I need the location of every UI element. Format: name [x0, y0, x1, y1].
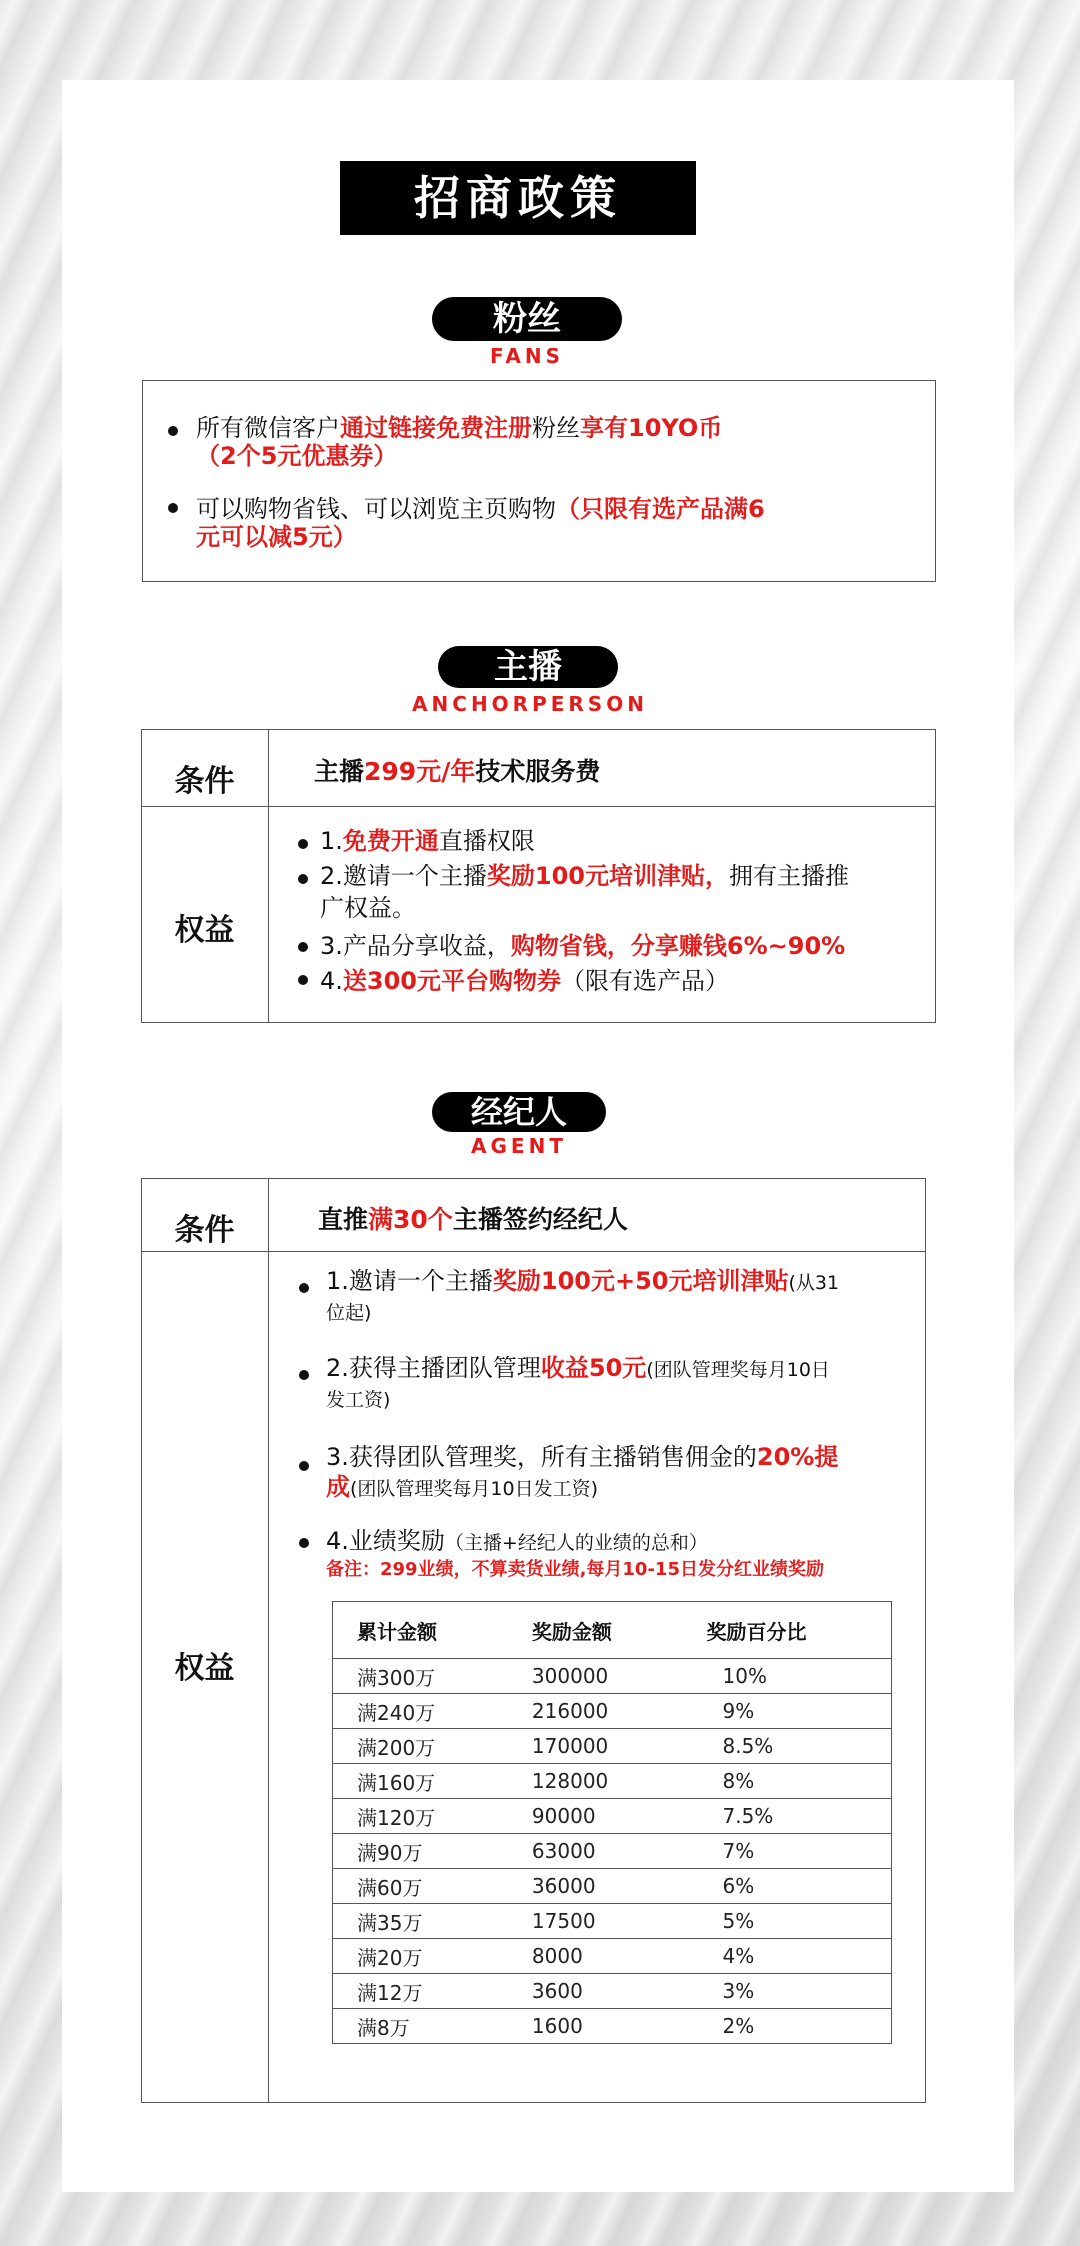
- agent-benefit-4: 4.业绩奖励（主播+经纪人的业绩的总和）: [326, 1527, 708, 1555]
- bullet: [168, 503, 178, 513]
- table-cell: 满240万: [333, 1694, 508, 1729]
- table-cell: 300000: [508, 1659, 683, 1694]
- table-divider: [268, 1178, 269, 2103]
- table-row: [333, 1869, 892, 1904]
- table-cell: 90000: [508, 1799, 683, 1834]
- fans-subheading: FANS: [490, 344, 564, 368]
- anchor-benefit-4: 4.送300元平台购物券（限有选产品）: [320, 967, 730, 995]
- table-cell: 满20万: [333, 1939, 508, 1974]
- bullet: [299, 1370, 309, 1380]
- table-cell: 128000: [508, 1764, 683, 1799]
- table-row: [333, 1729, 892, 1764]
- anchor-benefit-1: 1.免费开通直播权限: [320, 827, 535, 855]
- page-title: 招商政策: [340, 161, 696, 235]
- table-cell: 10%: [683, 1659, 892, 1694]
- anchor-benefit-label: 权益: [174, 913, 235, 948]
- table-cell: 1600: [508, 2009, 683, 2044]
- table-row: [333, 1974, 892, 2009]
- agent-benefit-3: 3.获得团队管理奖，所有主播销售佣金的20%提 成(团队管理奖每月10日发工资): [326, 1443, 839, 1501]
- table-row: [333, 1694, 892, 1729]
- agent-subheading: AGENT: [471, 1134, 567, 1158]
- table-cell: 63000: [508, 1834, 683, 1869]
- bullet: [298, 975, 308, 985]
- table-row: [333, 1834, 892, 1869]
- fans-heading: 粉丝: [432, 297, 622, 341]
- table-row: [333, 1659, 892, 1694]
- table-cell: 满60万: [333, 1869, 508, 1904]
- anchor-condition-label: 条件: [174, 764, 235, 799]
- table-cell: 满120万: [333, 1799, 508, 1834]
- table-cell: 3%: [683, 1974, 892, 2009]
- table-cell: 4%: [683, 1939, 892, 1974]
- table-cell: 满300万: [333, 1659, 508, 1694]
- table-cell: 满12万: [333, 1974, 508, 2009]
- table-divider: [141, 806, 936, 807]
- reward-table-header: [333, 1602, 892, 1659]
- table-cell: 9%: [683, 1694, 892, 1729]
- table-cell: 3600: [508, 1974, 683, 2009]
- table-cell: 17500: [508, 1904, 683, 1939]
- reward-col-header: 奖励百分比: [683, 1602, 892, 1659]
- agent-benefit-label: 权益: [174, 1651, 235, 1686]
- table-cell: 5%: [683, 1904, 892, 1939]
- reward-table: [332, 1601, 892, 2044]
- reward-col-header: 累计金额: [333, 1602, 508, 1659]
- anchor-benefit-3: 3.产品分享收益，购物省钱，分享赚钱6%~90%: [320, 932, 846, 960]
- table-cell: 170000: [508, 1729, 683, 1764]
- anchor-heading: 主播: [438, 646, 618, 688]
- table-divider: [141, 1251, 926, 1252]
- table-cell: 满8万: [333, 2009, 508, 2044]
- bullet: [299, 1283, 309, 1293]
- table-cell: 8000: [508, 1939, 683, 1974]
- table-cell: 满160万: [333, 1764, 508, 1799]
- bullet: [298, 839, 308, 849]
- agent-note: 备注：299业绩，不算卖货业绩,每月10-15日发分红业绩奖励: [326, 1559, 824, 1580]
- table-divider: [268, 729, 269, 1023]
- fans-item-2: 可以购物省钱、可以浏览主页购物（只限有选产品满6 元可以减5元）: [196, 495, 765, 551]
- table-cell: 8.5%: [683, 1729, 892, 1764]
- table-cell: 7.5%: [683, 1799, 892, 1834]
- table-row: [333, 1799, 892, 1834]
- table-cell: 满35万: [333, 1904, 508, 1939]
- agent-condition: 直推满30个主播签约经纪人: [318, 1205, 628, 1234]
- table-cell: 8%: [683, 1764, 892, 1799]
- reward-col-header: 奖励金额: [508, 1602, 683, 1659]
- bullet: [298, 874, 308, 884]
- agent-condition-label: 条件: [174, 1213, 235, 1248]
- table-cell: 2%: [683, 2009, 892, 2044]
- table-row: [333, 1939, 892, 1974]
- fans-item-1: 所有微信客户通过链接免费注册粉丝享有10YO币 （2个5元优惠券）: [196, 414, 723, 470]
- anchor-condition: 主播299元/年技术服务费: [314, 757, 601, 786]
- agent-heading: 经纪人: [432, 1092, 606, 1132]
- table-cell: 36000: [508, 1869, 683, 1904]
- table-cell: 满90万: [333, 1834, 508, 1869]
- table-cell: 6%: [683, 1869, 892, 1904]
- anchor-benefit-2: 2.邀请一个主播奖励100元培训津贴，拥有主播推 广权益。: [320, 862, 850, 922]
- table-row: [333, 1764, 892, 1799]
- table-row: [333, 1904, 892, 1939]
- bullet: [298, 942, 308, 952]
- table-cell: 满200万: [333, 1729, 508, 1764]
- bullet: [168, 426, 178, 436]
- bullet: [299, 1538, 309, 1548]
- table-cell: 216000: [508, 1694, 683, 1729]
- bullet: [299, 1461, 309, 1471]
- table-row: [333, 2009, 892, 2044]
- fans-box: [142, 380, 936, 582]
- anchor-subheading: ANCHORPERSON: [412, 692, 648, 716]
- table-cell: 7%: [683, 1834, 892, 1869]
- agent-benefit-1: 1.邀请一个主播奖励100元+50元培训津贴(从31 位起): [326, 1267, 840, 1324]
- agent-benefit-2: 2.获得主播团队管理收益50元(团队管理奖每月10日 发工资): [326, 1354, 830, 1411]
